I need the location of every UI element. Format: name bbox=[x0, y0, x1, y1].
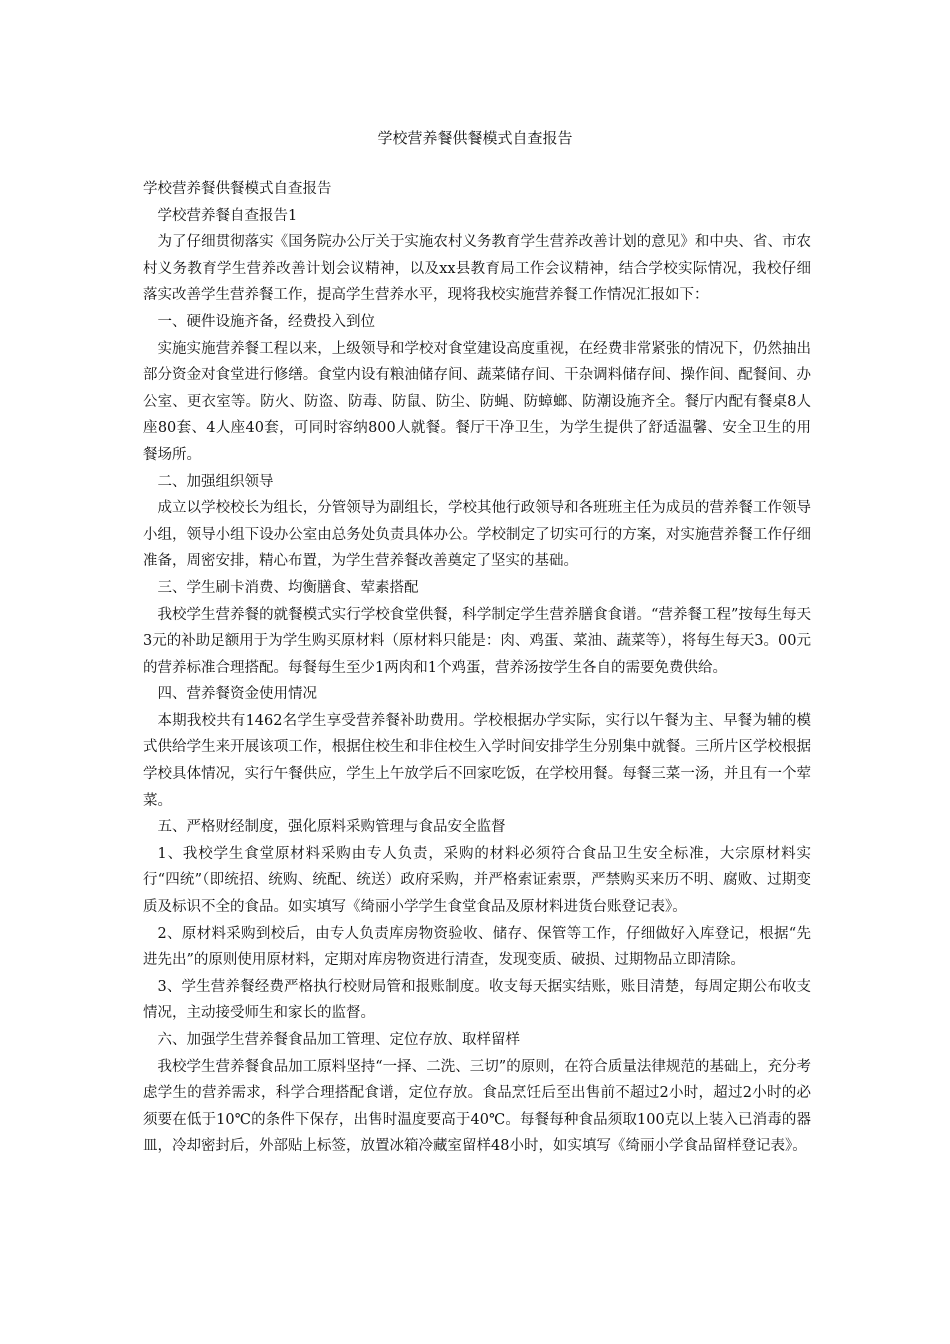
section-3-paragraph: 我校学生营养餐的就餐模式实行学校食堂供餐，科学制定学生营养膳食食谱。“营养餐工程”按每生每天3元的补助足额用于为学生购买原材料（原材料只能是：肉、鸡蛋、菜油、蔬菜等），将每生每天3。00元的营养标准合理搭配。每餐每生至少1两肉和1个鸡蛋，营养汤按学生各自的需要免费供给。 bbox=[143, 606, 811, 676]
section-heading-5: 五、严格财经制度，强化原料采购管理与食品安全监督 bbox=[157, 819, 506, 836]
document-title: 学校营养餐供餐模式自查报告 bbox=[377, 129, 573, 147]
section-heading-2: 二、加强组织领导 bbox=[157, 473, 274, 490]
report-heading: 学校营养餐供餐模式自查报告 bbox=[143, 181, 332, 197]
intro-paragraph: 为了仔细贯彻落实《国务院办公厅关于实施农村义务教育学生营养改善计划的意见》和中央、省、市农村义务教育学生营养改善计划会议精神，以及xx县教育局工作会议精神，结合学校实际情况，我校仔细落实改善学生营养餐工作，提高学生营养水平，现将我校实施营养餐工作情况汇报如下： bbox=[143, 234, 811, 304]
report-subtitle: 学校营养餐自查报告1 bbox=[157, 207, 298, 224]
section-5-item-2: 2、原材料采购到校后，由专人负责库房物资验收、储存、保管等工作，仔细做好入库登记，根据“先进先出”的原则使用原材料，定期对库房物资进行清查，发现变质、破损、过期物品立即清除。 bbox=[143, 925, 811, 969]
section-heading-4: 四、营养餐资金使用情况 bbox=[157, 686, 317, 703]
section-5-item-1: 1、我校学生食堂原材料采购由专人负责，采购的材料必须符合食品卫生安全标准，大宗原材料实行“四统”（即统招、统购、统配、统送）政府采购，并严格索证索票，严禁购买来历不明、腐败、过期变质及标识不全的食品。如实填写《绮丽小学学生食堂食品及原材料进货台账登记表》。 bbox=[143, 845, 811, 916]
section-heading-6: 六、加强学生营养餐食品加工管理、定位存放、取样留样 bbox=[157, 1032, 520, 1048]
section-4-paragraph: 本期我校共有1462名学生享受营养餐补助费用。学校根据办学实际，实行以午餐为主、早餐为辅的模式供给学生来开展该项工作，根据住校生和非住校生入学时间安排学生分别集中就餐。三所片区学校根据学校具体情况，实行午餐供应，学生上午放学后不回家吃饭，在学校用餐。每餐三菜一汤，并且有一个荤菜。 bbox=[143, 712, 811, 809]
section-1-paragraph: 实施实施营养餐工程以来，上级领导和学校对食堂建设高度重视，在经费非常紧张的情况下，仍然抽出部分资金对食堂进行修缮。食堂内设有粮油储存间、蔬菜储存间、干杂调料储存间、操作间、配餐间、办公室、更衣室等。防火、防盗、防毒、防鼠、防尘、防蝇、防蟑螂、防潮设施齐全。餐厅内配有餐桌8人座80套、4人座40套，可同时容纳800人就餐。餐厅干净卫生，为学生提供了舒适温馨、安全卫生的用餐场所。 bbox=[143, 340, 811, 463]
section-2-paragraph: 成立以学校校长为组长，分管领导为副组长，学校其他行政领导和各班班主任为成员的营养餐工作领导小组，领导小组下设办公室由总务处负责具体办公。学校制定了切实可行的方案，对实施营养餐工作仔细准备，周密安排，精心布置，为学生营养餐改善奠定了坚实的基础。 bbox=[143, 500, 811, 570]
document-body bbox=[143, 176, 811, 1160]
section-heading-1: 一、硬件设施齐备，经费投入到位 bbox=[157, 313, 375, 330]
section-6-paragraph: 我校学生营养餐食品加工原料坚持“一择、二洗、三切”的原则，在符合质量法律规范的基础上，充分考虑学生的营养需求，科学合理搭配食谱，定位存放。食品烹饪后至出售前不超过2小时，超过2小时的必须要在低于10℃的条件下保存，出售时温度要高于40℃。每餐每种食品须取100克以上装入已消毒的器皿，冷却密封后，外部贴上标签，放置冰箱冷藏室留样48小时，如实填写《绮丽小学食品留样登记表》。 bbox=[143, 1058, 811, 1155]
section-5-item-3: 3、学生营养餐经费严格执行校财局管和报账制度。收支每天据实结账，账目清楚，每周定期公布收支情况，主动接受师生和家长的监督。 bbox=[143, 978, 811, 1022]
section-heading-3: 三、学生刷卡消费、均衡膳食、荤素搭配 bbox=[157, 579, 419, 596]
